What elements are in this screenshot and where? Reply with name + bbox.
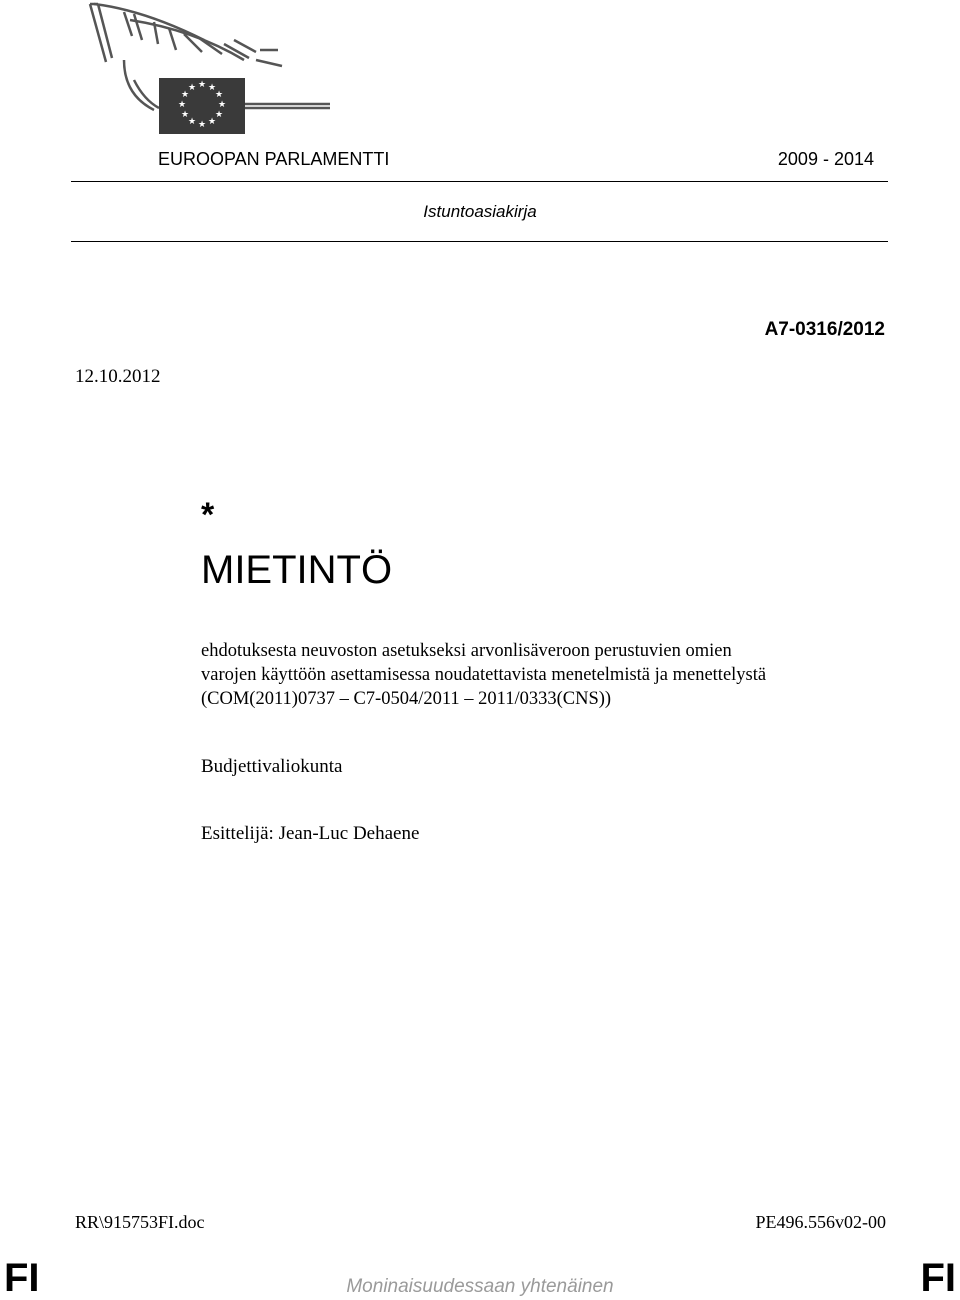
footer-pe-reference: PE496.556v02-00 <box>755 1212 886 1232</box>
header-divider-bottom <box>71 241 888 242</box>
procedure-star: * <box>201 496 215 534</box>
institution-name: EUROOPAN PARLAMENTTI <box>158 149 390 169</box>
svg-text:★: ★ <box>214 110 224 120</box>
eu-motto: Moninaisuudessaan yhtenäinen <box>346 1276 614 1297</box>
report-date: 12.10.2012 <box>75 366 161 387</box>
committee-name: Budjettivaliokunta <box>201 756 343 777</box>
subject-line-1: ehdotuksesta neuvoston asetukseksi arvonlisäveroon perustuvien omien <box>201 641 732 661</box>
svg-text:★: ★ <box>214 90 224 100</box>
subject-line-2: varojen käyttöön asettamisessa noudatettavista menetelmistä ja menettelystä <box>201 665 767 685</box>
report-title: MIETINTÖ <box>201 548 393 592</box>
language-code-right: FI <box>920 1256 956 1300</box>
svg-text:★: ★ <box>207 117 217 127</box>
eu-flag-icon <box>159 78 245 134</box>
svg-text:★: ★ <box>207 83 217 93</box>
svg-text:★: ★ <box>177 100 187 110</box>
report-reference-number: A7-0316/2012 <box>764 319 885 340</box>
header-divider-top <box>71 181 888 182</box>
svg-text:★: ★ <box>197 80 207 90</box>
svg-text:★: ★ <box>197 120 207 130</box>
footer-file-reference: RR\915753FI.doc <box>75 1212 205 1232</box>
language-code-left: FI <box>4 1256 40 1300</box>
european-parliament-logo <box>84 0 334 136</box>
svg-text:★: ★ <box>180 110 190 120</box>
rapporteur: Esittelijä: Jean-Luc Dehaene <box>201 823 420 844</box>
svg-text:★: ★ <box>187 117 197 127</box>
svg-text:★: ★ <box>187 83 197 93</box>
parliamentary-term: 2009 - 2014 <box>777 149 874 169</box>
report-subject <box>201 639 901 711</box>
subject-line-3: (COM(2011)0737 – C7-0504/2011 – 2011/0333(CNS)) <box>201 689 612 709</box>
svg-text:★: ★ <box>217 100 227 110</box>
svg-text:★: ★ <box>180 90 190 100</box>
document-type <box>0 201 960 223</box>
document-type-label: Istuntoasiakirja <box>423 202 537 221</box>
